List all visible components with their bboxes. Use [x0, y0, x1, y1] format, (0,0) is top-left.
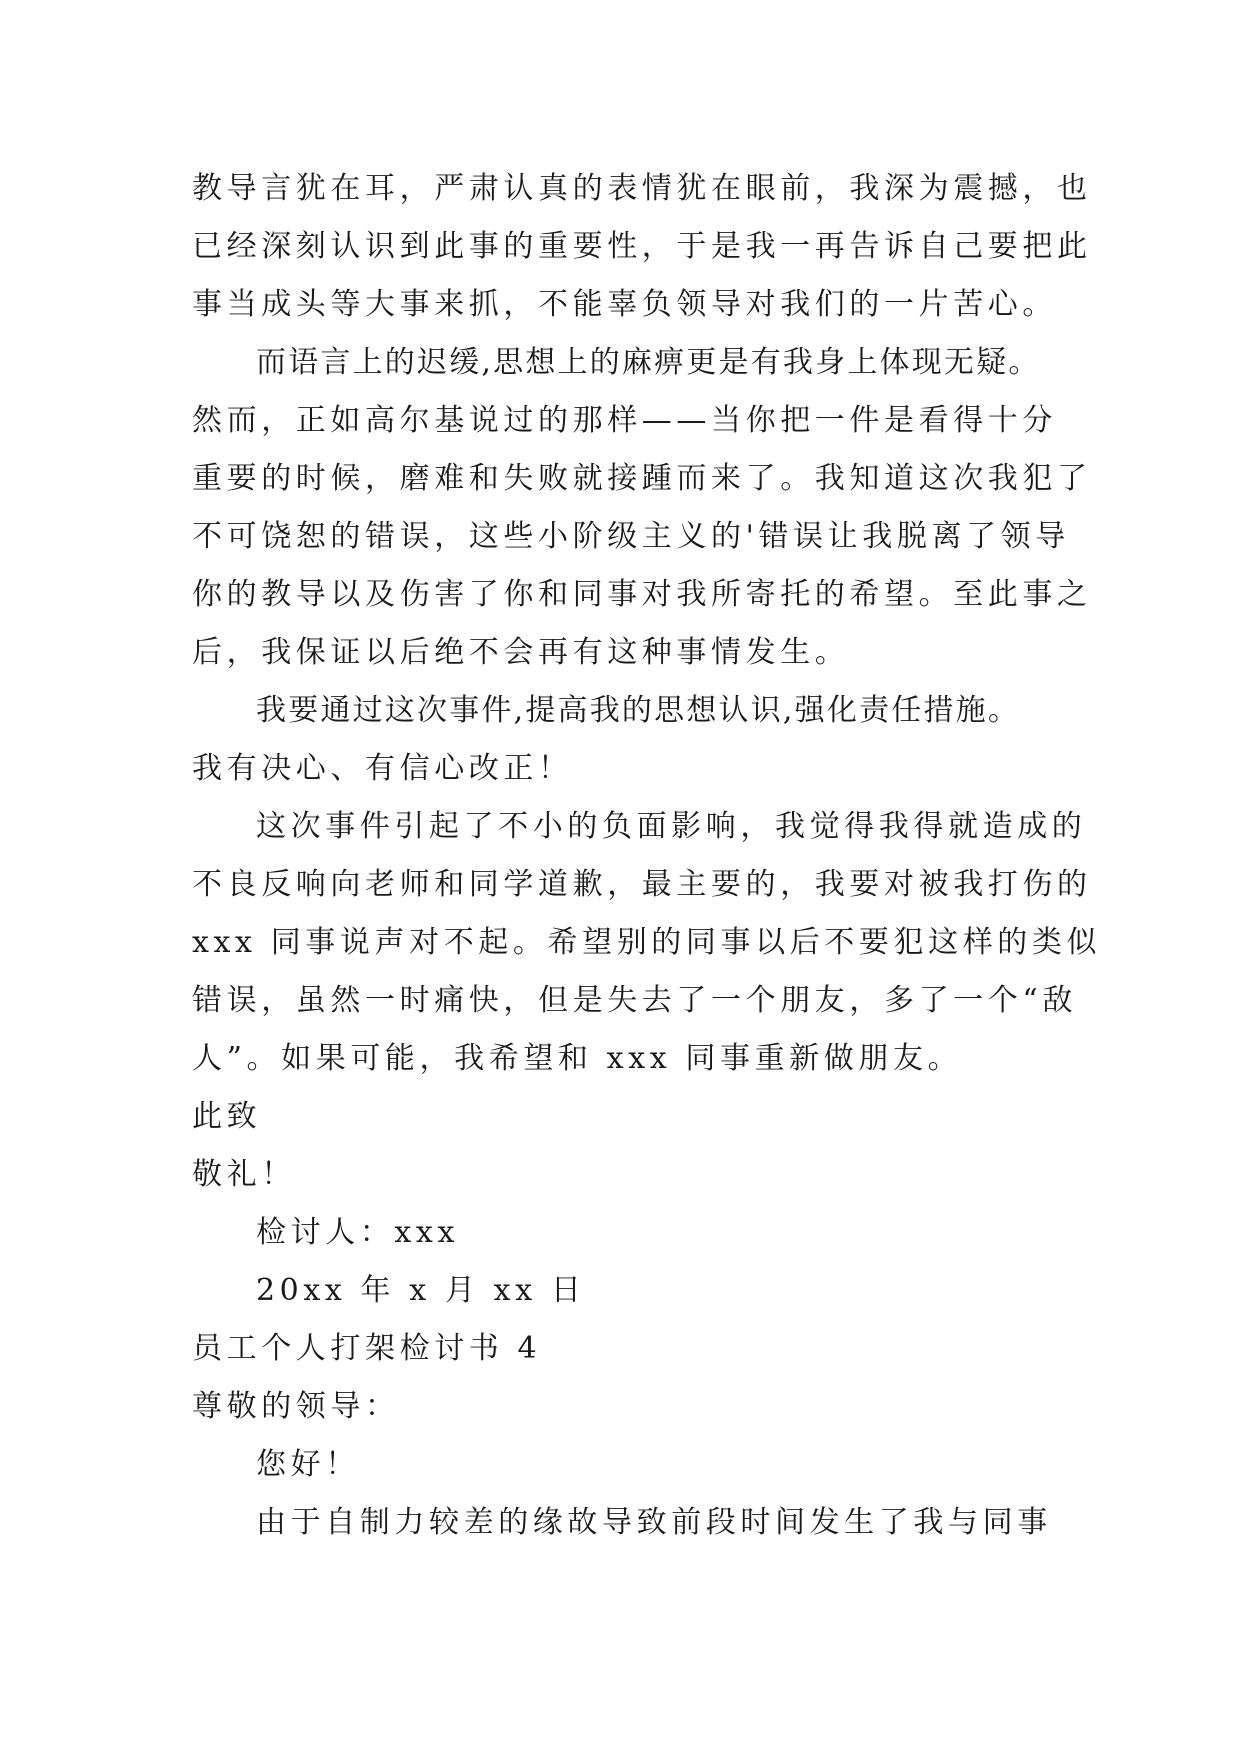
paragraph-4-line-1: 这次事件引起了不小的负面影响，我觉得我得就造成的	[256, 809, 1087, 844]
paragraph-2-line-3: 重要的时候，磨难和失败就接踵而来了。我知道这次我犯了	[192, 461, 1092, 496]
date-line: 20xx 年 x 月 xx 日	[256, 1273, 586, 1308]
closing-regards: 此致	[192, 1099, 262, 1134]
salutation: 尊敬的领导：	[192, 1389, 400, 1424]
paragraph-4-line-3: xxx 同事说声对不起。希望别的同事以后不要犯这样的类似	[192, 925, 1102, 960]
paragraph-2-line-5: 你的教导以及伤害了你和同事对我所寄托的希望。至此事之	[192, 577, 1092, 612]
paragraph-4-line-5: 人”。如果可能，我希望和 xxx 同事重新做朋友。	[192, 1041, 963, 1076]
paragraph-4-line-2: 不良反响向老师和同学道歉，最主要的，我要对被我打伤的	[192, 867, 1092, 902]
paragraph-2-line-2: 然而，正如高尔基说过的那样——当你把一件是看得十分	[192, 403, 1057, 438]
closing-salute: 敬礼！	[192, 1157, 296, 1192]
paragraph-2-line-6: 后，我保证以后绝不会再有这种事情发生。	[192, 635, 850, 670]
signer-line: 检讨人：xxx	[256, 1215, 459, 1250]
paragraph-1-line-3: 事当成头等大事来抓，不能辜负领导对我们的一片苦心。	[192, 287, 1057, 322]
greeting: 您好！	[256, 1447, 360, 1482]
paragraph-1-line-1: 教导言犹在耳，严肃认真的表情犹在眼前，我深为震撼，也	[192, 171, 1092, 206]
paragraph-2-line-4: 不可饶恕的错误，这些小阶级主义的'错误让我脱离了领导	[192, 519, 1070, 554]
paragraph-3-line-1: 我要通过这次事件,提高我的思想认识,强化责任措施。	[256, 693, 1021, 728]
paragraph-2-line-1: 而语言上的迟缓,思想上的麻痹更是有我身上体现无疑。	[256, 345, 1041, 380]
paragraph-5-line-1: 由于自制力较差的缘故导致前段时间发生了我与同事	[256, 1505, 1052, 1540]
paragraph-3-line-2: 我有决心、有信心改正！	[192, 751, 573, 786]
paragraph-1-line-2: 已经深刻认识到此事的重要性，于是我一再告诉自己要把此	[192, 229, 1092, 264]
document-body	[192, 160, 1102, 1552]
section-title: 员工个人打架检讨书 4	[192, 1331, 542, 1366]
paragraph-4-line-4: 错误，虽然一时痛快，但是失去了一个朋友，多了一个“敌	[192, 983, 1077, 1018]
